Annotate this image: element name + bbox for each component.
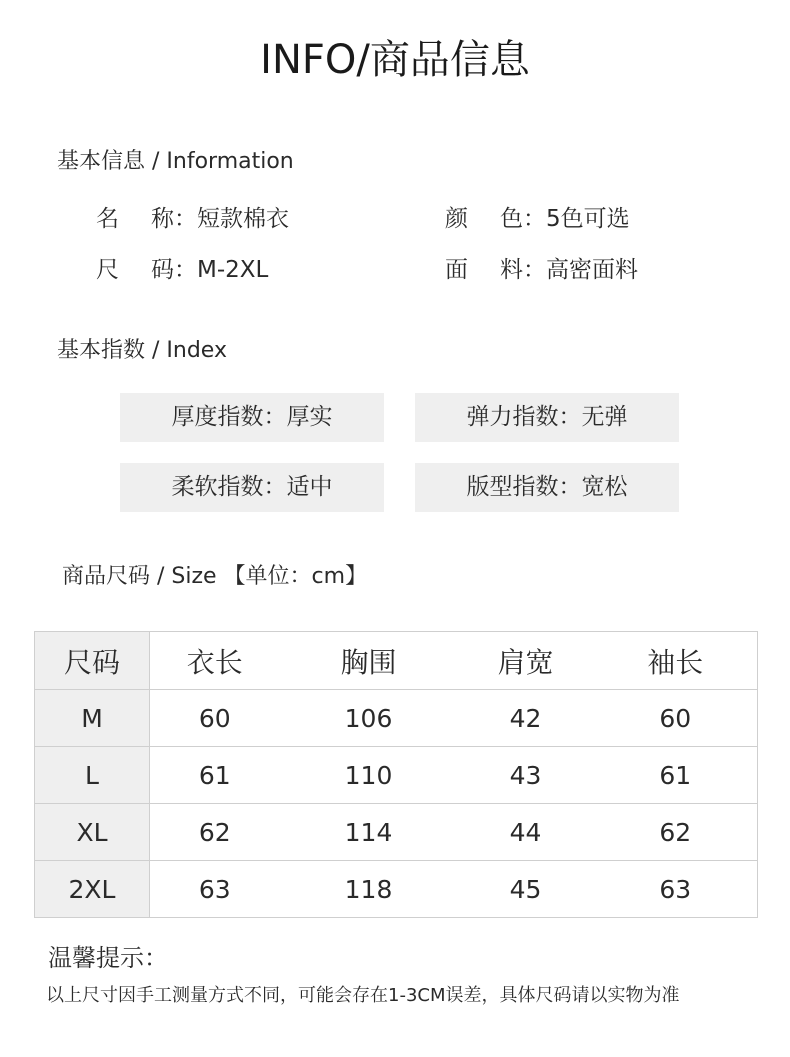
- info-item-fabric: [445, 254, 638, 286]
- info-colon: ：: [174, 257, 197, 283]
- info-key: 颜 色: [445, 206, 523, 232]
- table-cell: 62: [594, 804, 758, 861]
- info-key: 尺 码: [96, 257, 174, 283]
- table-header-row: [35, 632, 758, 690]
- column-header: 衣长: [150, 632, 280, 690]
- table-cell-size: M: [35, 690, 150, 747]
- basic-info-heading: 基本信息 / Information: [57, 149, 294, 174]
- tips-text: 以上尺寸因手工测量方式不同，可能会存在1-3CM误差，具体尺码请以实物为准: [46, 985, 680, 1006]
- table-cell: 43: [458, 747, 594, 804]
- size-chart-heading: 商品尺码 / Size 【单位：cm】: [62, 564, 368, 589]
- info-value: 短款棉衣: [197, 206, 289, 232]
- info-item-color: [445, 203, 630, 235]
- table-cell: 60: [594, 690, 758, 747]
- info-value: 高密面料: [546, 257, 638, 283]
- table-cell: 110: [280, 747, 458, 804]
- table-cell: 62: [150, 804, 280, 861]
- column-header: 肩宽: [458, 632, 594, 690]
- table-cell-size: XL: [35, 804, 150, 861]
- table-cell: 60: [150, 690, 280, 747]
- table-row: [35, 690, 758, 747]
- info-colon: ：: [174, 206, 197, 232]
- info-value: 5色可选: [546, 206, 630, 232]
- table-cell: 63: [150, 861, 280, 918]
- table-cell: 106: [280, 690, 458, 747]
- column-header: 袖长: [594, 632, 758, 690]
- info-value: M-2XL: [197, 257, 269, 283]
- basic-index-heading: 基本指数 / Index: [57, 338, 227, 363]
- info-key: 面 料: [445, 257, 523, 283]
- tips-title: 温馨提示：: [48, 944, 168, 972]
- table-cell: 118: [280, 861, 458, 918]
- table-cell: 114: [280, 804, 458, 861]
- info-colon: ：: [523, 206, 546, 232]
- column-header: 胸围: [280, 632, 458, 690]
- info-item-name: [96, 203, 289, 235]
- index-badge-softness: 柔软指数：适中: [120, 463, 384, 512]
- table-row: [35, 747, 758, 804]
- size-table: [34, 631, 758, 918]
- table-cell: 61: [150, 747, 280, 804]
- table-cell: 63: [594, 861, 758, 918]
- table-cell: 61: [594, 747, 758, 804]
- table-cell-size: L: [35, 747, 150, 804]
- table-cell: 45: [458, 861, 594, 918]
- index-badge-fit: 版型指数：宽松: [415, 463, 679, 512]
- table-row: [35, 804, 758, 861]
- table-row: [35, 861, 758, 918]
- index-badge-thickness: 厚度指数：厚实: [120, 393, 384, 442]
- table-cell-size: 2XL: [35, 861, 150, 918]
- page-title: INFO/商品信息: [260, 37, 530, 83]
- table-cell: 44: [458, 804, 594, 861]
- info-colon: ：: [523, 257, 546, 283]
- info-item-size: [96, 254, 268, 286]
- info-key: 名 称: [96, 206, 174, 232]
- table-cell: 42: [458, 690, 594, 747]
- index-badge-elasticity: 弹力指数：无弹: [415, 393, 679, 442]
- column-header: 尺码: [35, 632, 150, 690]
